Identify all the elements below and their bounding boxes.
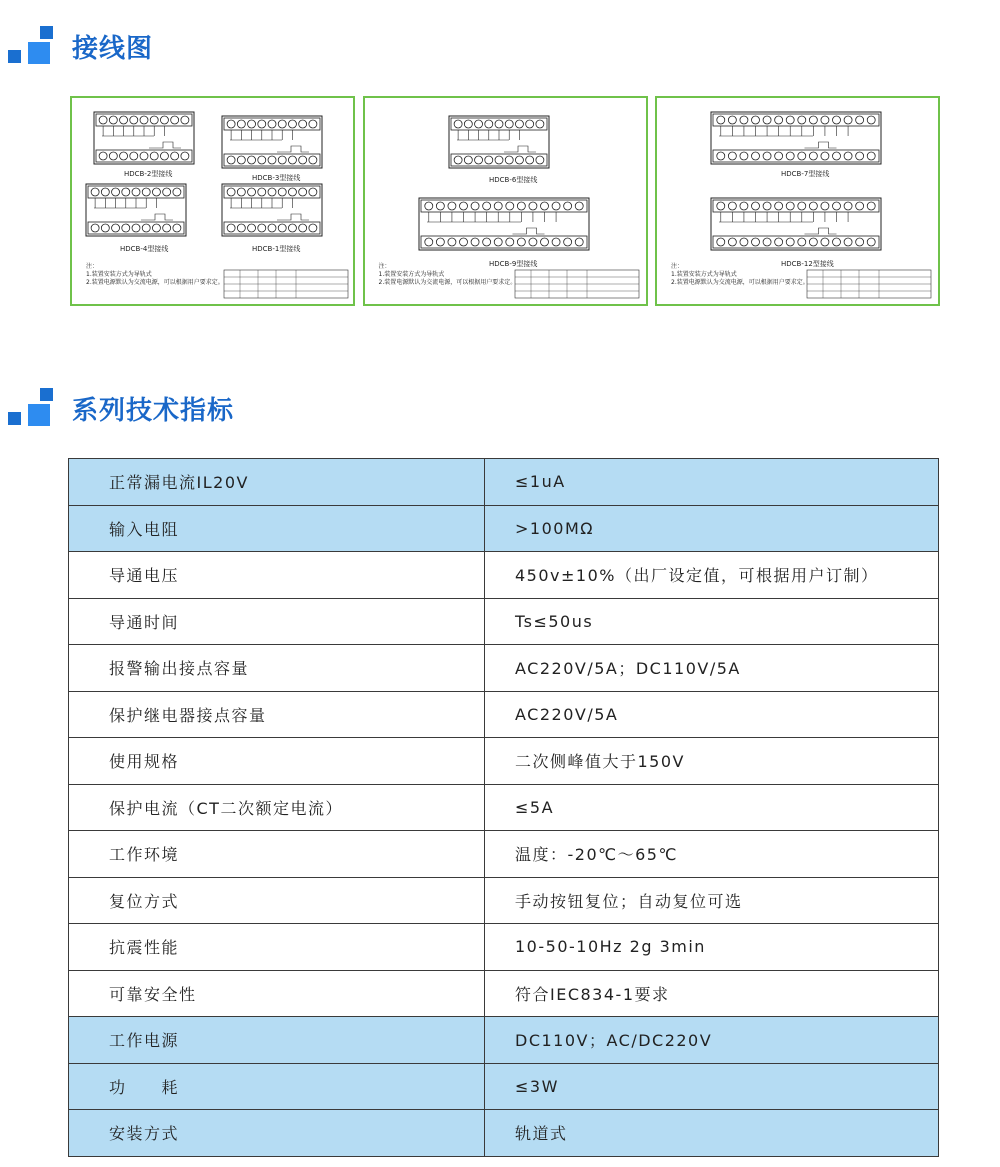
diagram-notes [671,263,809,287]
spec-key: 导通时间 [69,598,485,645]
spec-key: 复位方式 [69,877,485,924]
note-line: 1.装置安装方式为导轨式 [378,271,445,278]
spec-key: 可靠安全性 [69,970,485,1017]
table-row [69,598,939,645]
diagram-notes [379,263,517,287]
diagram-panel-3 [655,96,940,306]
spec-table [68,458,939,1157]
spec-value: 450v±10%（出厂设定值，可根据用户订制） [485,552,939,599]
spec-key: 保护继电器接点容量 [69,691,485,738]
terminal-block [419,198,589,250]
note-line: 注： [671,263,684,270]
terminal-block [222,184,322,236]
table-row [69,459,939,506]
note-line: 注： [86,263,99,270]
table-row [69,784,939,831]
spec-value: 温度：-20℃～65℃ [485,831,939,878]
diagram-panel-2 [363,96,648,306]
spec-key: 输入电阻 [69,505,485,552]
diagram-label: HDCB-1型接线 [252,245,301,253]
table-row [69,877,939,924]
terminal-block [711,112,881,164]
spec-key: 功 耗 [69,1063,485,1110]
spec-value: 轨道式 [485,1110,939,1157]
diagram-label: HDCB-6型接线 [488,176,537,184]
specs-section-title: 系列技术指标 [72,395,235,426]
wiring-diagrams [70,96,940,306]
diagram-label: HDCB-3型接线 [252,174,301,182]
diagram-label: HDCB-2型接线 [124,170,173,178]
note-line: 1.装置安装方式为导轨式 [671,271,737,278]
note-line: 2.装置电源默认为交流电源，可以根据用户要求定。 [86,279,224,286]
spec-key: 使用规格 [69,738,485,785]
spec-key: 报警输出接点容量 [69,645,485,692]
diagram-notes [86,263,224,287]
spec-value: 二次侧峰值大于150V [485,738,939,785]
diagram-label: HDCB-4型接线 [120,245,169,253]
table-row [69,1063,939,1110]
diagram-label: HDCB-7型接线 [781,170,830,178]
spec-value: 符合IEC834-1要求 [485,970,939,1017]
note-line: 2.装置电源默认为交流电源，可以根据用户要求定。 [378,279,517,286]
diagram-label: HDCB-9型接线 [488,260,537,268]
table-row [69,1110,939,1157]
terminal-block [222,116,322,168]
note-line: 1.装置安装方式为导轨式 [86,271,152,278]
table-row [69,738,939,785]
table-row [69,831,939,878]
wiring-section-header [8,22,153,70]
spec-key: 保护电流（CT二次额定电流） [69,784,485,831]
spec-key: 正常漏电流IL20V [69,459,485,506]
table-row [69,970,939,1017]
table-row [69,691,939,738]
spec-key: 抗震性能 [69,924,485,971]
spec-value: ≤5A [485,784,939,831]
note-line: 2.装置电源默认为交流电源，可以根据用户要求定。 [671,279,809,286]
spec-value: ≤1uA [485,459,939,506]
table-row [69,505,939,552]
diagram-panel-1 [70,96,355,306]
table-row [69,645,939,692]
table-row [69,924,939,971]
spec-value: AC220V/5A；DC110V/5A [485,645,939,692]
spec-value: AC220V/5A [485,691,939,738]
terminal-block [711,198,881,250]
spec-value: Ts≤50us [485,598,939,645]
spec-key: 安装方式 [69,1110,485,1157]
terminal-block [86,184,186,236]
table-row [69,1017,939,1064]
specs-section-header [8,384,234,432]
wiring-section-title: 接线图 [72,33,154,64]
spec-key: 工作环境 [69,831,485,878]
note-line: 注： [378,263,391,270]
spec-value: 10-50-10Hz 2g 3min [485,924,939,971]
terminal-block [94,112,194,164]
brand-squares-icon [8,386,58,430]
spec-key: 工作电源 [69,1017,485,1064]
diagram-label: HDCB-12型接线 [781,260,834,268]
spec-key: 导通电压 [69,552,485,599]
table-row [69,552,939,599]
terminal-block [449,116,549,168]
spec-value: ≤3W [485,1063,939,1110]
spec-value: >100MΩ [485,505,939,552]
spec-value: DC110V；AC/DC220V [485,1017,939,1064]
spec-value: 手动按钮复位；自动复位可选 [485,877,939,924]
brand-squares-icon [8,24,58,68]
